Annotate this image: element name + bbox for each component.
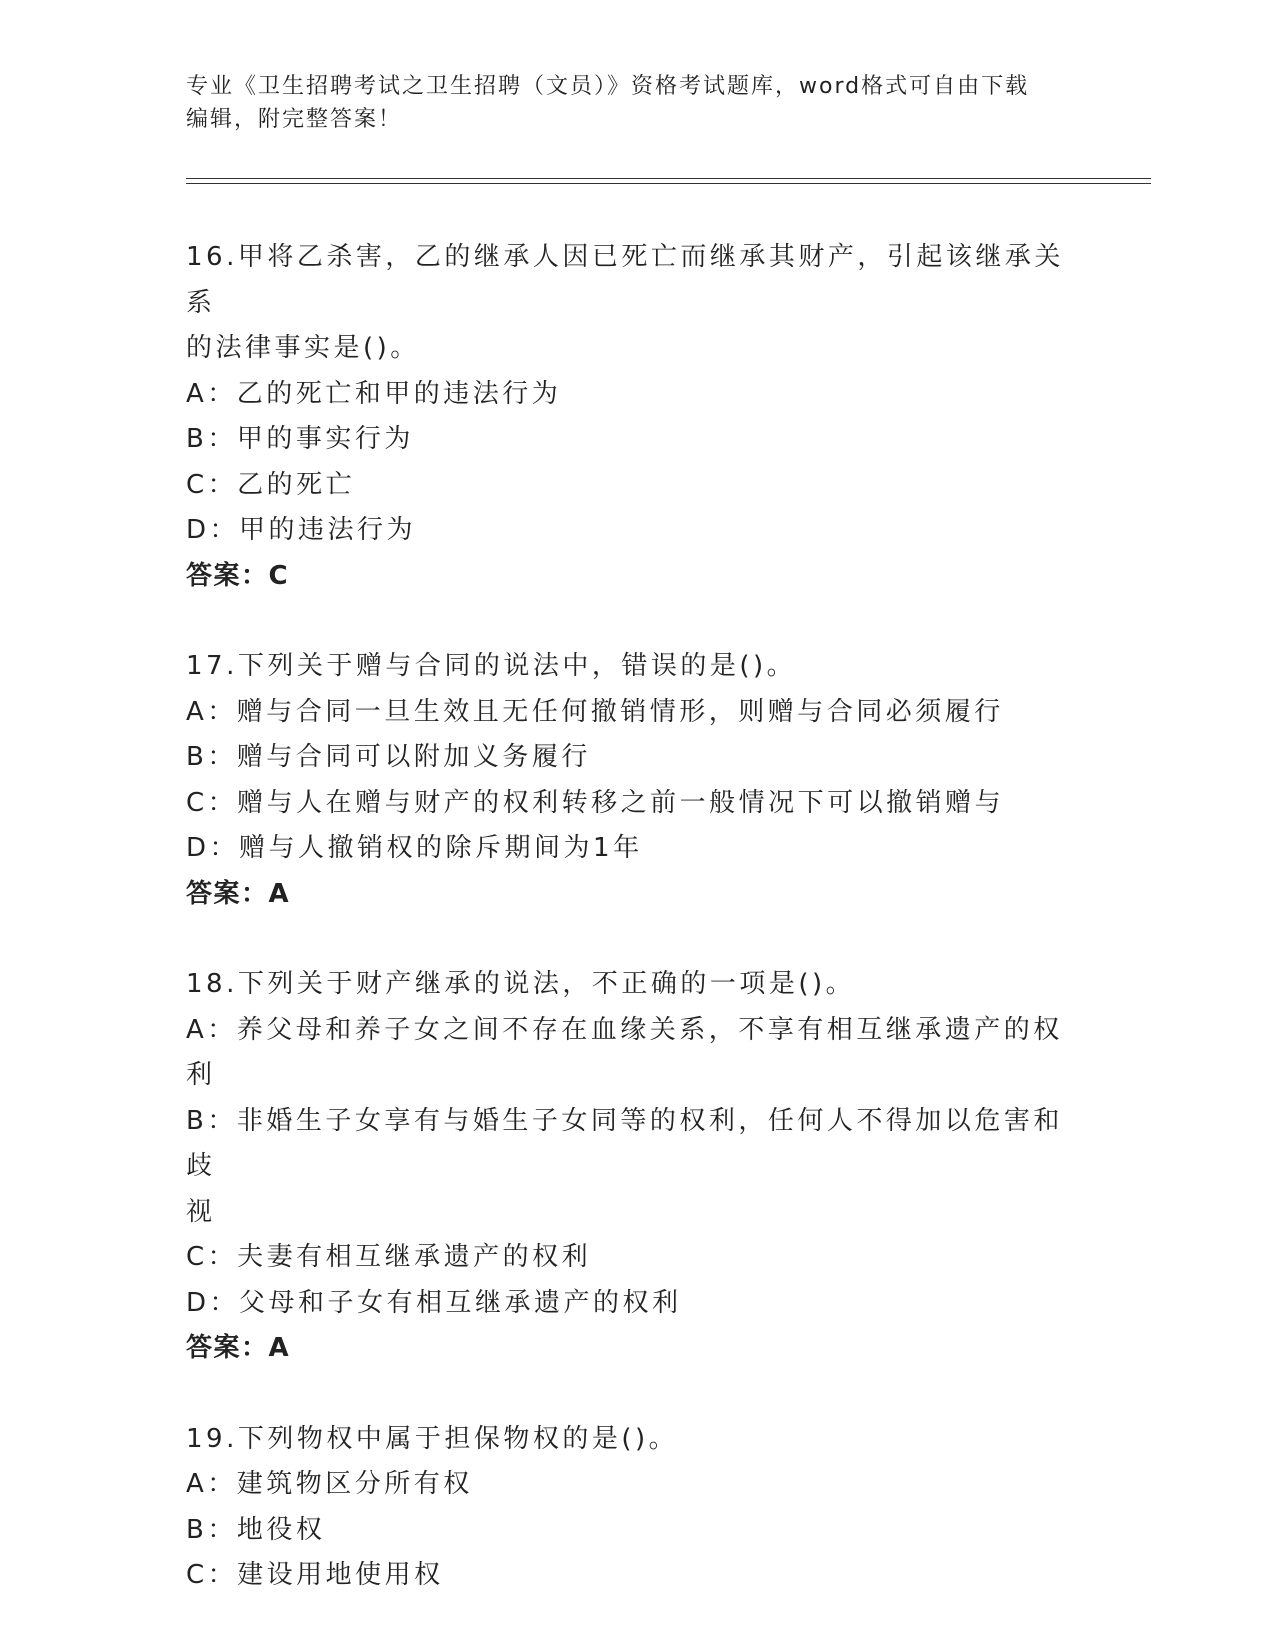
- question-list: [186, 235, 1086, 1644]
- option-d: D：赠与人撤销权的除斥期间为1年: [186, 833, 643, 863]
- question-stem: 的法律事实是()。: [186, 333, 420, 363]
- question-stem: 17.下列关于赠与合同的说法中，错误的是()。: [186, 651, 797, 681]
- question-17: [186, 644, 1086, 917]
- option-c: C：乙的死亡: [186, 469, 356, 500]
- option-d: D：父母和子女有相互继承遗产的权利: [186, 1287, 682, 1318]
- option-a: A：建筑物区分所有权: [186, 1469, 473, 1499]
- answer: 答案：A: [186, 878, 291, 909]
- option-a: A：乙的死亡和甲的违法行为: [186, 378, 562, 409]
- header-line-1: 专业《卫生招聘考试之卫生招聘（文员）》资格考试题库，word格式可自由下载: [186, 74, 1030, 99]
- question-stem: 18.下列关于财产继承的说法，不正确的一项是()。: [186, 969, 856, 999]
- option-d: D：甲的违法行为: [186, 515, 417, 545]
- option-a: A：养父母和养子女之间不存在血缘关系，不享有相互继承遗产的权利: [186, 1014, 1063, 1090]
- option-b: B：非婚生子女享有与婚生子女同等的权利，任何人不得加以危害和歧: [186, 1105, 1063, 1181]
- option-b: B：地役权: [186, 1514, 326, 1545]
- option-b-continued: 视: [186, 1196, 216, 1227]
- option-c: C：赠与人在赠与财产的权利转移之前一般情况下可以撤销赠与: [186, 787, 1005, 818]
- option-b: B：赠与合同可以附加义务履行: [186, 742, 591, 772]
- option-a: A：赠与合同一旦生效且无任何撤销情形，则赠与合同必须履行: [186, 696, 1004, 727]
- header-divider-top: [186, 178, 1151, 179]
- question-stem: 16.甲将乙杀害，乙的继承人因已死亡而继承其财产，引起该继承关系: [186, 242, 1064, 318]
- question-19: [186, 1417, 1086, 1599]
- answer: 答案：A: [186, 1333, 291, 1363]
- question-18: [186, 962, 1086, 1372]
- answer: 答案：C: [186, 560, 290, 591]
- option-b: B：甲的事实行为: [186, 424, 414, 454]
- document-header: [186, 70, 1086, 136]
- option-c: C：夫妻有相互继承遗产的权利: [186, 1242, 592, 1272]
- header-divider-bottom: [186, 183, 1151, 184]
- header-line-2: 编辑，附完整答案！: [186, 107, 403, 132]
- question-stem: 19.下列物权中属于担保物权的是()。: [186, 1423, 679, 1454]
- question-16: [186, 235, 1086, 599]
- option-c: C：建设用地使用权: [186, 1560, 444, 1590]
